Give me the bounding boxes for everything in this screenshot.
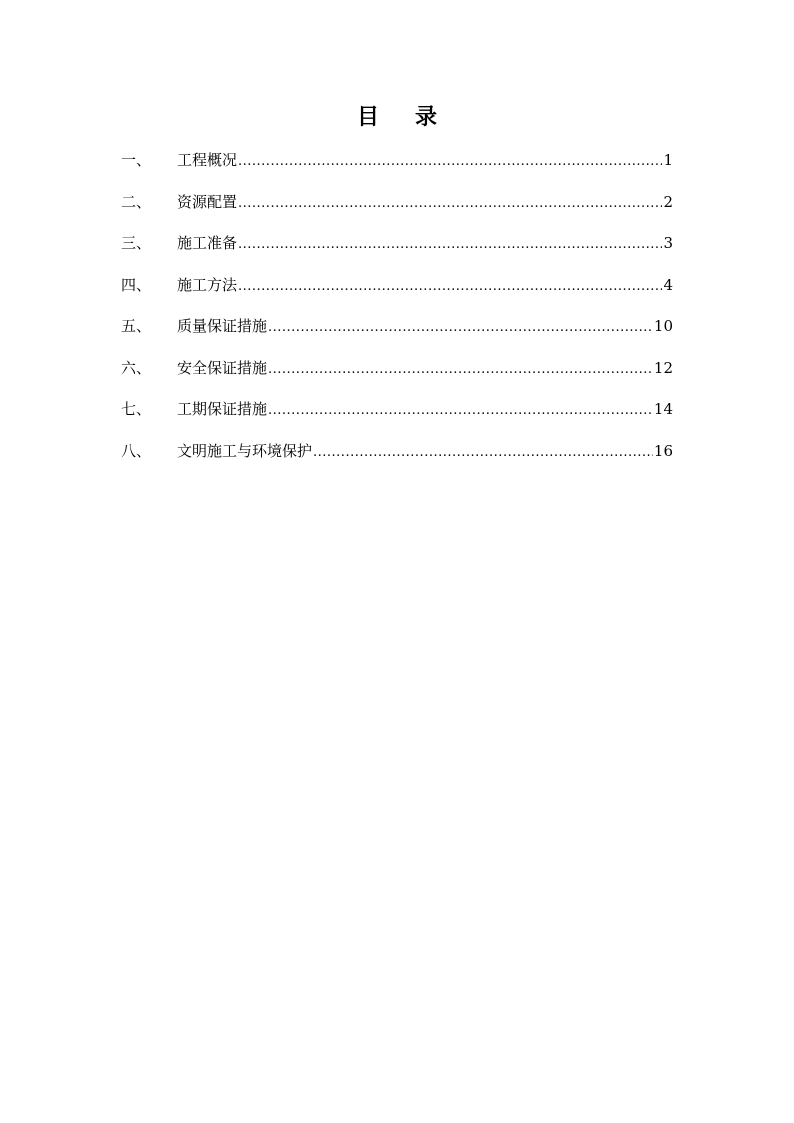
toc-entry-title: 施工准备 [177,234,238,252]
toc-dot-leader [268,398,653,424]
toc-entry[interactable] [121,396,673,438]
toc-entry-page: 12 [653,358,673,377]
toc-entry[interactable] [121,313,673,355]
title-char-left: 目 [356,104,379,130]
toc-entry-page: 4 [663,275,673,294]
table-of-contents [121,147,673,479]
toc-entry-number: 七、 [121,400,152,418]
toc-entry-number: 五、 [121,317,152,335]
toc-dot-leader [238,149,662,175]
toc-entry-number: 六、 [121,358,152,377]
toc-entry[interactable] [121,355,673,397]
toc-dot-leader [238,191,662,217]
toc-entry-title: 工程概况 [177,151,238,169]
toc-entry-title: 文明施工与环境保护 [177,441,313,460]
toc-entry-page: 14 [653,400,673,418]
toc-entry-title: 工期保证措施 [177,400,268,418]
toc-entry[interactable] [121,438,673,480]
toc-entry-title: 施工方法 [177,275,238,294]
toc-entry[interactable] [121,147,673,189]
page-title [0,101,794,133]
toc-entry-number: 三、 [121,234,152,252]
toc-dot-leader [238,274,662,300]
toc-entry-number: 四、 [121,275,152,294]
toc-entry-page: 1 [663,151,673,169]
toc-entry-page: 2 [663,192,673,211]
toc-dot-leader [313,440,653,466]
toc-entry-page: 3 [663,234,673,252]
toc-entry[interactable] [121,230,673,272]
toc-entry-number: 二、 [121,192,152,211]
toc-entry-title: 安全保证措施 [177,358,268,377]
toc-entry-number: 八、 [121,441,152,460]
toc-entry-number: 一、 [121,151,152,169]
toc-entry-page: 10 [653,317,673,335]
toc-dot-leader [268,315,653,341]
toc-dot-leader [268,357,653,383]
toc-entry-title: 质量保证措施 [177,317,268,335]
toc-entry-title: 资源配置 [177,192,238,211]
toc-dot-leader [238,232,662,258]
toc-entry-page: 16 [653,441,673,460]
toc-entry[interactable] [121,189,673,231]
title-char-right: 录 [415,104,438,130]
toc-entry[interactable] [121,272,673,314]
